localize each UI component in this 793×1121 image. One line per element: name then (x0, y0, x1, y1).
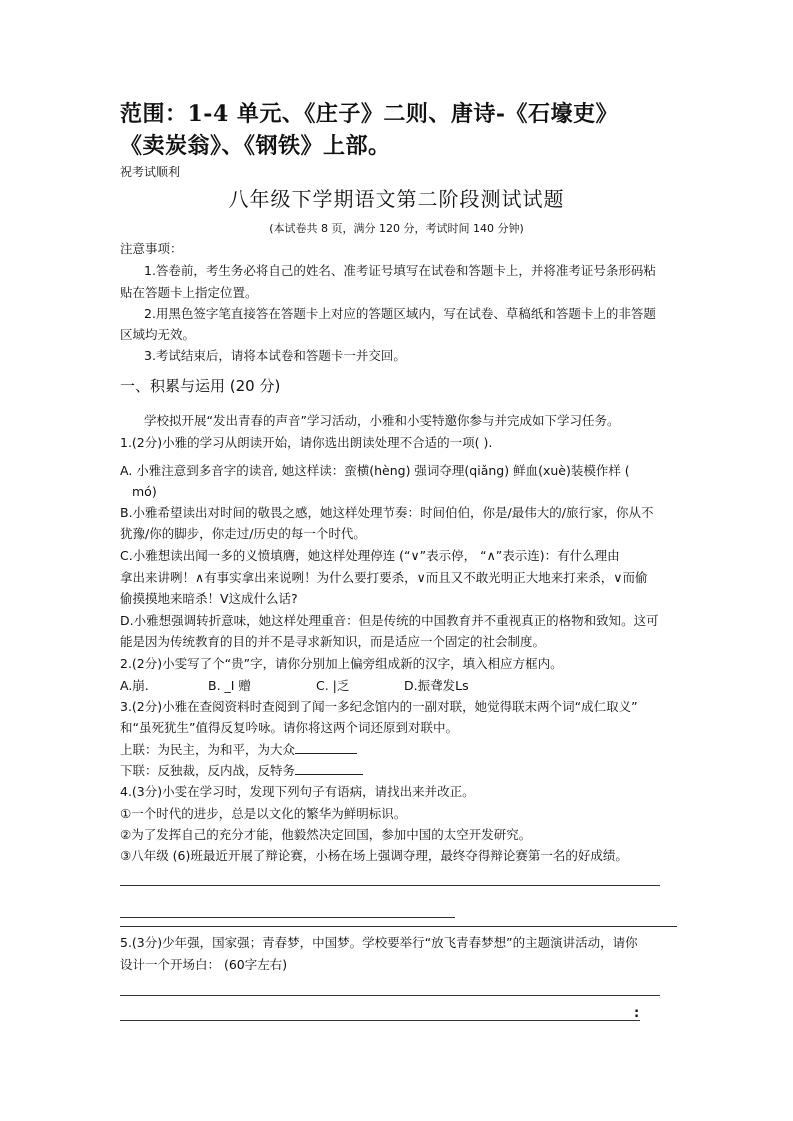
q1-option-line: 犹豫/你的脚步，你走过/历史的每一个时代。 (120, 526, 366, 541)
q4-answer-line[interactable] (120, 917, 455, 918)
q3-stem-line-1: 3.(2分)小雅在查阅资料时查阅到了闻一多纪念馆内的一副对联，她觉得联末两个词“成仁取义” (120, 699, 638, 714)
exam-title: 八年级下学期语文第二阶段测试试题 (228, 187, 565, 211)
q2-option-d: D.振聋发Ls (404, 678, 469, 693)
note-item: 1.答卷前，考生务必将自己的姓名、准考证号填写在试卷和答题卡上，并将准考证号条形码粘 (144, 263, 656, 278)
exam-range-line-2: 《卖炭翁》、《钢铁》上部。 (120, 133, 391, 159)
q5-stem-line-1: 5.(3分)少年强，国家强；青春梦，中国梦。学校要举行“放飞青春梦想”的主题演讲活动，请你 (120, 935, 638, 950)
q4-stem: 4.(3分)小雯在学习时，发现下列句子有语病，请找出来并改正。 (120, 784, 475, 799)
q1-option-line: 能是因为传统教育的目的并不是寻求新知识，而是适应一个固定的社会制度。 (120, 634, 546, 649)
q3-upper-couplet (120, 739, 357, 760)
q3-stem-line-2: 和“虽死犹生”值得反复吟咏。请你将这两个词还原到对联中。 (120, 720, 458, 735)
q2-option-c: C. |乏 (316, 678, 350, 693)
exam-range-line-1: 范围：1-4 单元、《庄子》二则、唐诗-《石壕吏》 (120, 101, 619, 127)
note-item: 贴在答题卡上指定位置。 (120, 285, 258, 300)
q1-option-line: C.小雅想读出闻一多的义愤填膺，她这样处理停连 (“∨”表示停， “∧”表示连)：有什么理由 (120, 548, 620, 563)
q1-option-line: mó) (132, 484, 157, 499)
q1-option-line: A. 小雅注意到多音字的读音, 她这样读：蛮横(hèng) 强词夺理(qiǎng) 鲜血(xuè)装模作样 ( (120, 463, 630, 478)
notes-heading: 注意事项： (120, 241, 183, 256)
q4-answer-line[interactable] (120, 885, 660, 886)
q1-option-line: 拿出来讲咧！∧有事实拿出来说咧！为什么要打要杀，∨而且又不敢光明正大地来打来杀，∨而偷 (120, 570, 648, 585)
q5-end-mark: : (634, 1006, 640, 1021)
q2-option-a: A.崩. (120, 678, 149, 693)
q1-option-line: 偷摸摸地来暗杀！V这成什么话? (120, 591, 298, 606)
q4-sentence-3: ③八年级 (6)班最近开展了辩论赛，小杨在场上强调夺理，最终夺得辩论赛第一名的好成绩。 (120, 848, 628, 863)
section-divider (120, 926, 677, 927)
q3-lower-couplet (120, 760, 363, 781)
section-heading: 一、积累与运用 (20 分) (120, 377, 281, 395)
q3-lower-blank[interactable] (295, 760, 363, 775)
note-item: 2.用黑色签字笔直接答在答题卡上对应的答题区域内，写在试卷、草稿纸和答题卡上的非答题 (144, 306, 656, 321)
q5-answer-line[interactable] (120, 995, 660, 996)
q2-option-b: B. _I 赠 (208, 678, 251, 693)
q5-answer-line[interactable] (120, 1020, 640, 1021)
note-item: 区域均无效。 (120, 327, 196, 342)
section-intro: 学校拟开展“发出青春的声音”学习活动，小雅和小雯特邀你参与并完成如下学习任务。 (144, 413, 620, 428)
q5-stem-line-2: 设计一个开场白： (60字左右) (120, 957, 288, 972)
q3-upper-text: 上联：为民主，为和平，为大众 (120, 742, 296, 757)
q1-stem: 1.(2分)小雅的学习从朗读开始，请你选出朗读处理不合适的一项( ). (120, 435, 493, 450)
q4-sentence-1: ①一个时代的进步，总是以文化的繁华为鲜明标识。 (120, 806, 407, 821)
q3-lower-text: 下联：反独裁，反内战，反特务 (120, 763, 296, 778)
q1-option-line: D.小雅想强调转折意味，她这样处理重音：但是传统的中国教育并不重视真正的格物和致知。这可 (120, 613, 659, 628)
exam-subtitle: (本试卷共 8 页，满分 120 分，考试时间 140 分钟) (269, 222, 524, 235)
note-item: 3.考试结束后，请将本试卷和答题卡一并交回。 (144, 348, 406, 363)
q2-stem: 2.(2分)小雯写了个“贵”字，请你分别加上偏旁组成新的汉字，填入相应方框内。 (120, 656, 563, 671)
q3-upper-blank[interactable] (295, 739, 357, 754)
good-luck-note: 祝考试顺利 (120, 165, 181, 179)
q4-sentence-2: ②为了发挥自己的充分才能，他毅然决定回国，参加中国的太空开发研究。 (120, 827, 532, 842)
q1-option-line: B.小雅希望读出对时间的敬畏之感，她这样处理节奏：时间伯伯，你是/最伟大的/旅行家，你从不 (120, 505, 654, 520)
